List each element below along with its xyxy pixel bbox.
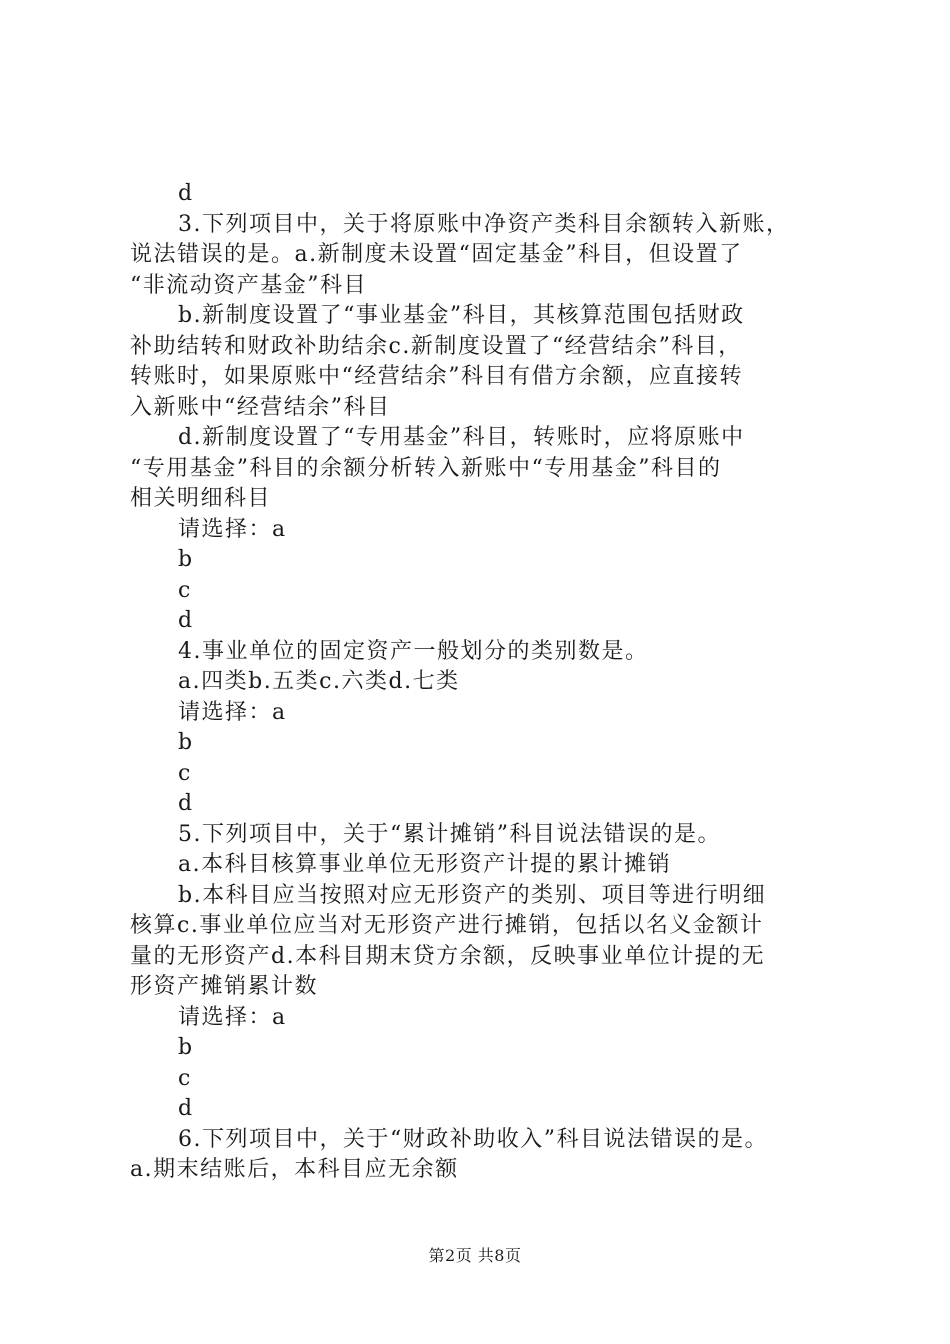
text-line: “非流动资产基金”科目 bbox=[130, 272, 367, 298]
text-line: 核算c.事业单位应当对无形资产进行摊销，包括以名义金额计 bbox=[130, 913, 764, 938]
text-line: 5.下列项目中，关于“累计摊销”科目说法错误的是。 bbox=[178, 821, 721, 847]
text-line: 4.事业单位的固定资产一般划分的类别数是。 bbox=[178, 638, 649, 664]
text-line: 请选择：a bbox=[178, 1004, 287, 1030]
text-line: 入新账中“经营结余”科目 bbox=[130, 394, 391, 420]
text-line: 请选择：a bbox=[178, 699, 287, 725]
text-line: 补助结转和财政补助结余c.新制度设置了“经营结余”科目， bbox=[130, 333, 742, 359]
text-line: b.本科目应当按照对应无形资产的类别、项目等进行明细 bbox=[178, 882, 767, 908]
page-footer: 第2页 共8页 bbox=[428, 1246, 522, 1265]
document-body bbox=[130, 179, 840, 1186]
text-line: b bbox=[178, 547, 194, 572]
text-line: d bbox=[178, 608, 194, 633]
text-line: d bbox=[178, 181, 194, 206]
text-line: 量的无形资产d.本科目期末贷方余额，反映事业单位计提的无 bbox=[130, 943, 766, 969]
text-line: 请选择：a bbox=[178, 516, 287, 542]
text-line: 3.下列项目中，关于将原账中净资产类科目余额转入新账， bbox=[178, 211, 790, 237]
text-line: 说法错误的是。a.新制度未设置“固定基金”科目，但设置了 bbox=[130, 242, 743, 267]
text-line: 转账时，如果原账中“经营结余”科目有借方余额，应直接转 bbox=[130, 364, 743, 389]
text-line: c bbox=[178, 577, 192, 603]
text-line: d.新制度设置了“专用基金”科目，转账时，应将原账中 bbox=[178, 425, 745, 450]
text-line: a.本科目核算事业单位无形资产计提的累计摊销 bbox=[178, 852, 672, 877]
text-line: c bbox=[178, 760, 192, 786]
text-line: d bbox=[178, 791, 194, 816]
text-line: 形资产摊销累计数 bbox=[130, 974, 319, 999]
text-line: d bbox=[178, 1096, 194, 1121]
text-line: “专用基金”科目的余额分析转入新账中“专用基金”科目的 bbox=[130, 455, 722, 481]
text-line: a.期末结账后，本科目应无余额 bbox=[130, 1157, 459, 1182]
text-line: a.四类b.五类c.六类d.七类 bbox=[178, 669, 460, 694]
text-line: 相关明细科目 bbox=[130, 486, 272, 511]
text-line: b bbox=[178, 730, 194, 755]
text-line: 6.下列项目中，关于“财政补助收入”科目说法错误的是。 bbox=[178, 1126, 768, 1152]
text-line: b.新制度设置了“事业基金”科目，其核算范围包括财政 bbox=[178, 303, 745, 328]
text-line: b bbox=[178, 1035, 194, 1060]
text-line: c bbox=[178, 1065, 192, 1091]
